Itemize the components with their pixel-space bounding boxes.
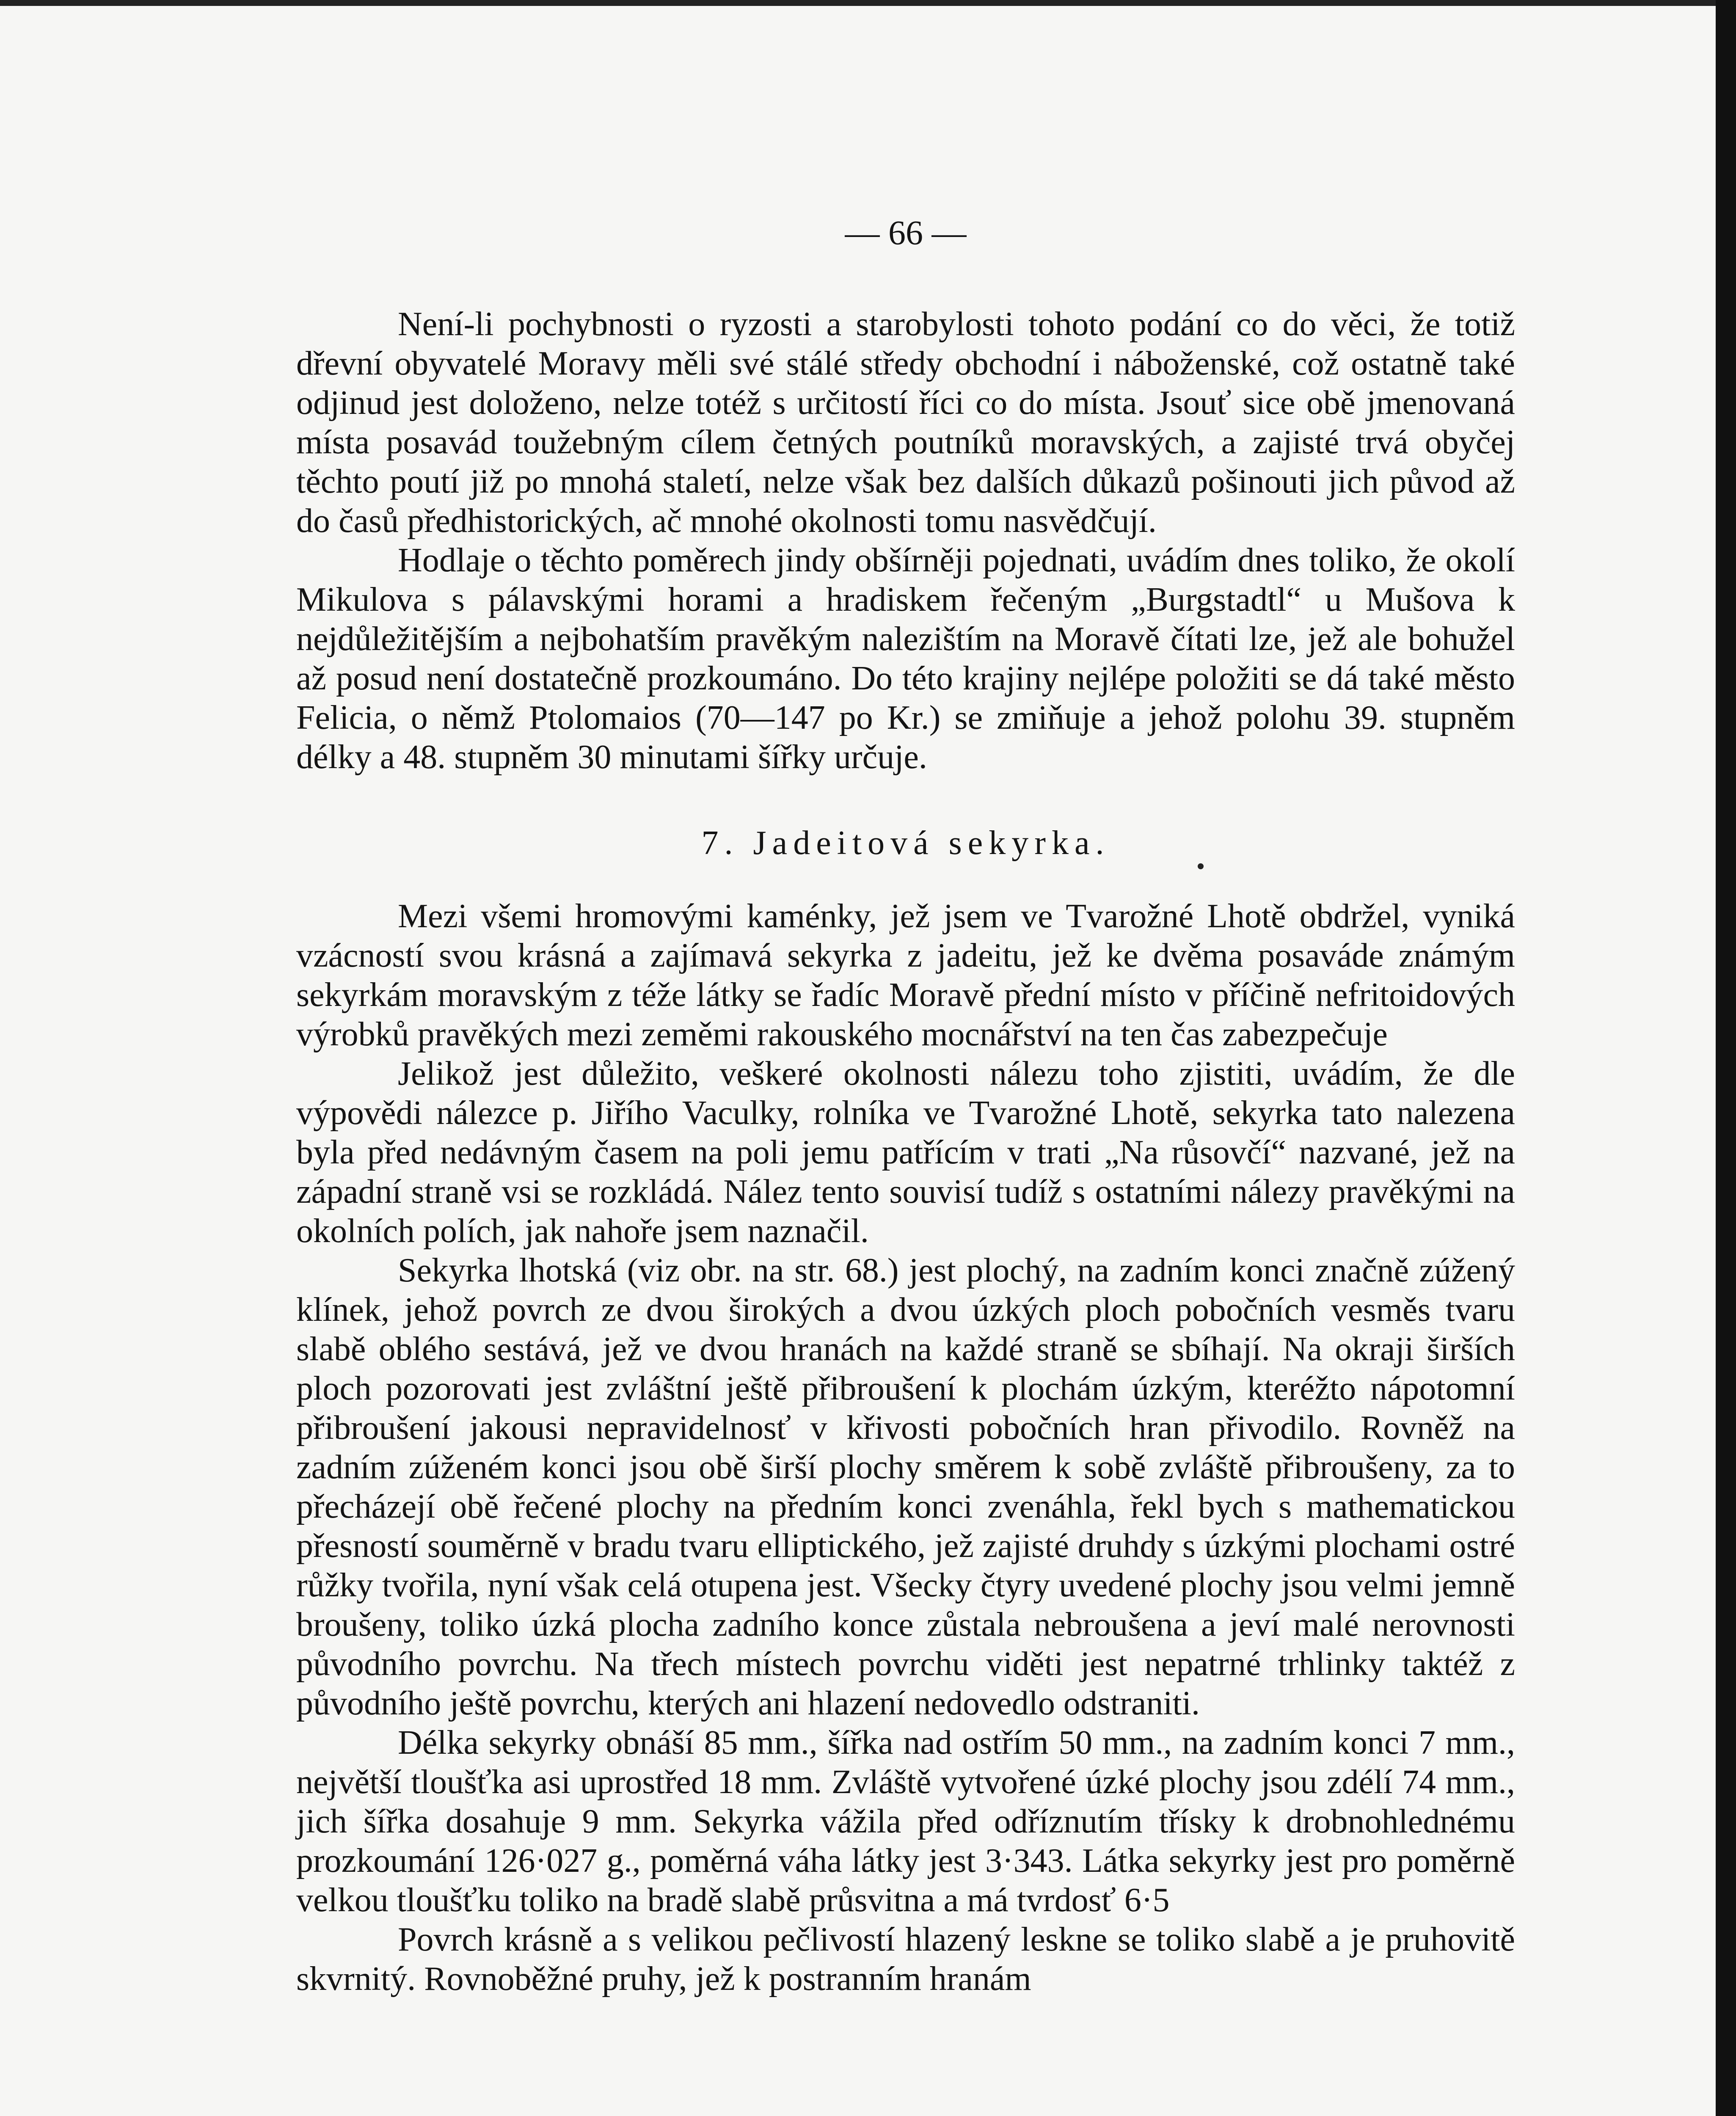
paragraph: Mezi všemi hromovými kaménky, jež jsem ve Tvarožné Lhotě obdržel, vyniká vzácností svou krásná a zajímavá sekyrka z jadeitu, jež ke dvěma posaváde známým sekyrkám moravským z téže látky se řadíc Moravě přední místo v příčině nefritoidových výrobků pravěkých mezi zeměmi rakouského mocnářství na ten čas zabezpečuje: [296, 898, 1515, 1053]
paragraph: Jelikož jest důležito, veškeré okolnosti nálezu toho zjistiti, uvádím, že dle výpovědi nálezce p. Jiřího Vaculky, rolníka ve Tvarožné Lhotě, sekyrka tato nalezena byla před nedávným časem na poli jemu patřícím v trati „Na růsovčí“ nazvané, jež na západní straně vsi se rozkládá. Nález tento souvisí tudíž s ostatními nálezy pravěkými na okolních polích, jak nahoře jsem naznačil.: [296, 1055, 1515, 1250]
page-number: — 66 —: [845, 213, 967, 252]
paragraph: Hodlaje o těchto poměrech jindy obšírněji pojednati, uvádím dnes toliko, že okolí Mikulova s pálavskými horami a hradiskem řečeným „Burgstadtl“ u Mušova k nejdůležitějším a nejbohatším pravěkým nalezištím na Moravě čítati lze, jež ale bohužel až posud není dostatečně prozkoumáno. Do této krajiny nejlépe položiti se dá také město Felicia, o němž Ptolomaios (70—147 po Kr.) se zmiňuje a jehož polohu 39. stupněm délky a 48. stupněm 30 minutami šířky určuje.: [296, 542, 1515, 776]
section-heading: 7. Jadeitová sekyrka.: [701, 824, 1110, 862]
page-body: [296, 212, 1515, 1999]
paragraph: Povrch krásně a s velikou pečlivostí hlazený leskne se toliko slabě a je pruhovitě skvrnitý. Rovnoběžné pruhy, jež k postranním hranám: [296, 1921, 1515, 1998]
paragraph: Sekyrka lhotská (viz obr. na str. 68.) jest plochý, na zadním konci značně zúžený klínek, jehož povrch ze dvou širokých a dvou úzkých ploch pobočních vesměs tvaru slabě oblého sestává, jež ve dvou hranách na každé straně se sbíhají. Na okraji širších ploch pozorovati jest zvláštní ještě přibroušení k plochám úzkým, kteréžto nápotomní přibroušení jakousi nepravidelnosť v křivosti pobočních hran přivodilo. Rovněž na zadním zúženém konci jsou obě širší plochy směrem k sobě zvláště přibroušeny, za to přecházejí obě řečené plochy na předním konci zvenáhla, řekl bych s mathematickou přesností souměrně v bradu tvaru elliptického, jež zajisté druhdy s úzkými plochami ostré růžky tvořila, nyní však celá otupena jest. Všecky čtyry uvedené plochy jsou velmi jemně broušeny, toliko úzká plocha zadního konce zůstala nebroušena a jeví malé nerovnosti původního povrchu. Na třech místech povrchu viděti jest nepatrné trhlinky taktéž z původního ještě povrchu, kterých ani hlazení nedovedlo odstraniti.: [296, 1252, 1515, 1722]
paragraph: Není-li pochybnosti o ryzosti a starobylosti tohoto podání co do věci, že totiž dřevní obyvatelé Moravy měli své stálé středy obchodní i náboženské, což ostatně také odjinud jest doloženo, nelze totéž s určitostí říci co do místa. Jsouť sice obě jmenovaná místa posavád toužebným cílem četných poutníků moravských, a zajisté trvá obyčej těchto poutí již po mnohá staletí, nelze však bez dalších důkazů pošinouti jich původ až do časů předhistorických, ač mnohé okolnosti tomu nasvědčují.: [296, 306, 1515, 540]
scan-border-right: [1716, 0, 1736, 2116]
paragraph: Délka sekyrky obnáší 85 mm., šířka nad ostřím 50 mm., na zadním konci 7 mm., největší tloušťka asi uprostřed 18 mm. Zvláště vytvořené úzké plochy jsou zdélí 74 mm., jich šířka dosahuje 9 mm. Sekyrka vážila před odříznutím třísky k drobnohlednému prozkoumání 126·027 g., poměrná váha látky jest 3·343. Látka sekyrky jest pro poměrně velkou tloušťku toliko na bradě slabě průsvitna a má tvrdosť 6·5: [296, 1724, 1515, 1919]
scan-border-top: [0, 0, 1736, 6]
